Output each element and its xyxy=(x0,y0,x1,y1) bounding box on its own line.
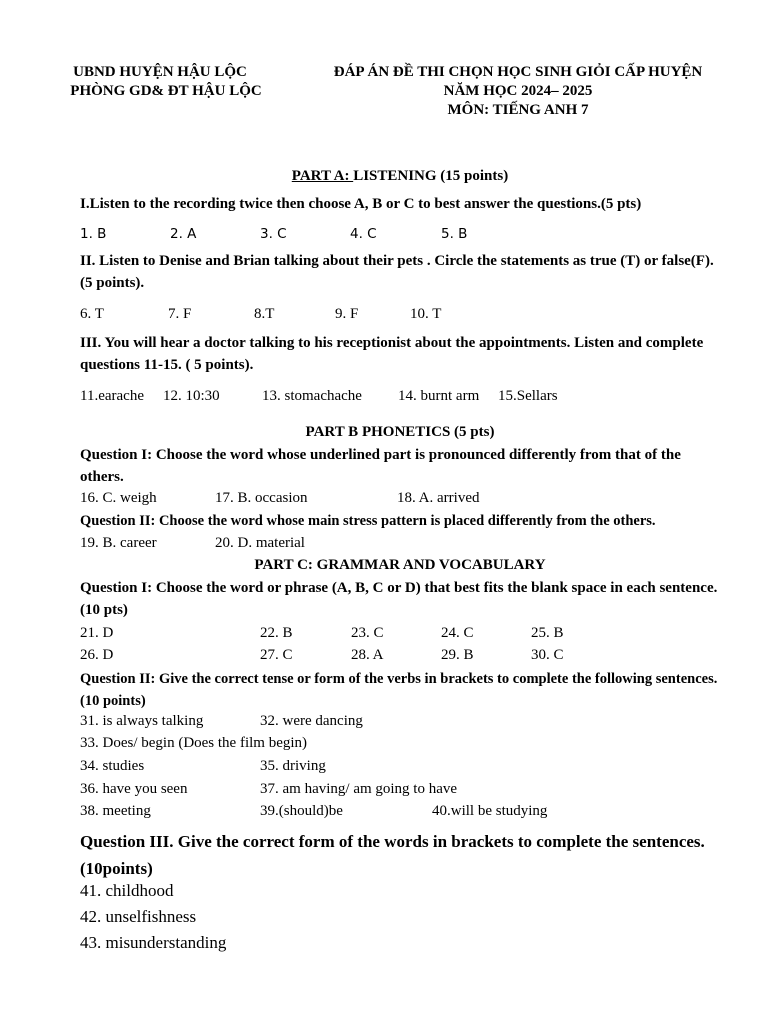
part-b-q2-title: Question II: Choose the word whose main stress pattern is placed differently from the others. xyxy=(80,513,656,529)
answer-20: 20. D. material xyxy=(215,535,305,551)
answer-29: 29. B xyxy=(441,647,474,663)
answer-35: 35. driving xyxy=(260,758,326,774)
part-a-q2-title: II. Listen to Denise and Brian talking about their pets . Circle the statements as true (T) or false(F). (5 points). xyxy=(80,253,714,291)
answer-2: 2. A xyxy=(170,226,197,242)
answer-11: 11.earache xyxy=(80,388,144,404)
part-a-title xyxy=(80,168,720,185)
answer-26: 26. D xyxy=(80,647,114,663)
answer-1: 1. B xyxy=(80,226,107,242)
answer-36: 36. have you seen xyxy=(80,781,188,797)
part-a-q1-title: I.Listen to the recording twice then choose A, B or C to best answer the questions.(5 pts) xyxy=(80,196,642,212)
answer-31: 31. is always talking xyxy=(80,713,204,729)
answer-19: 19. B. career xyxy=(80,535,157,551)
part-a-title-rest: LISTENING (15 points) xyxy=(353,168,509,184)
part-a-q3-title: III. You will hear a doctor talking to his receptionist about the appointments. Listen and complete questions 11-15. ( 5 points). xyxy=(80,335,704,373)
answer-27: 27. C xyxy=(260,647,293,663)
answer-39: 39.(should)be xyxy=(260,803,343,819)
header-left-line1: UBND HUYỆN HẬU LỘC xyxy=(73,64,247,80)
answer-18: 18. A. arrived xyxy=(397,490,480,506)
header-right-line1: ĐÁP ÁN ĐỀ THI CHỌN HỌC SINH GIỎI CẤP HUYỆN xyxy=(333,64,703,80)
answer-3: 3. C xyxy=(260,226,287,242)
header-right-line2: NĂM HỌC 2024– 2025 xyxy=(443,83,593,99)
answer-12: 12. 10:30 xyxy=(163,388,220,404)
answer-30: 30. C xyxy=(531,647,564,663)
answer-16: 16. C. weigh xyxy=(80,490,157,506)
part-c-title: PART C: GRAMMAR AND VOCABULARY xyxy=(254,557,546,573)
answer-33: 33. Does/ begin (Does the film begin) xyxy=(80,735,308,751)
answer-42: 42. unselfishness xyxy=(80,907,197,926)
answer-21: 21. D xyxy=(80,625,114,641)
answer-17: 17. B. occasion xyxy=(215,490,308,506)
part-b-q1-title: Question I: Choose the word whose underlined part is pronounced differently from that of the others. xyxy=(80,447,681,485)
answer-38: 38. meeting xyxy=(80,803,151,819)
answer-15: 15.Sellars xyxy=(498,388,558,404)
answer-5: 5. B xyxy=(441,226,468,242)
answer-28: 28. A xyxy=(351,647,384,663)
answer-24: 24. C xyxy=(441,625,474,641)
answer-40: 40.will be studying xyxy=(432,803,548,819)
answer-34: 34. studies xyxy=(80,758,145,774)
answer-41: 41. childhood xyxy=(80,881,174,900)
answer-9: 9. F xyxy=(335,306,359,322)
answer-37: 37. am having/ am going to have xyxy=(260,781,458,797)
answer-32: 32. were dancing xyxy=(260,713,363,729)
part-b-title: PART B PHONETICS (5 pts) xyxy=(305,424,495,440)
answer-13: 13. stomachache xyxy=(262,388,362,404)
answer-4: 4. C xyxy=(350,226,377,242)
answer-8: 8.T xyxy=(254,306,275,322)
header-left-line2: PHÒNG GD& ĐT HẬU LỘC xyxy=(70,83,262,99)
answer-6: 6. T xyxy=(80,306,104,322)
answer-22: 22. B xyxy=(260,625,293,641)
answer-43: 43. misunderstanding xyxy=(80,933,227,952)
part-c-q3-title: Question III. Give the correct form of the words in brackets to complete the sentences.(10points) xyxy=(80,832,705,878)
answer-25: 25. B xyxy=(531,625,564,641)
answer-7: 7. F xyxy=(168,306,192,322)
part-c-q2-title: Question II: Give the correct tense or form of the verbs in brackets to complete the following sentences. (10 points) xyxy=(80,671,718,709)
part-a-title-prefix: PART A: xyxy=(291,168,354,184)
answer-14: 14. burnt arm xyxy=(398,388,480,404)
part-c-q1-title: Question I: Choose the word or phrase (A, B, C or D) that best fits the blank space in each sentence. (10 pts) xyxy=(80,580,718,618)
answer-10: 10. T xyxy=(410,306,442,322)
answer-23: 23. C xyxy=(351,625,384,641)
header-right-line3: MÔN: TIẾNG ANH 7 xyxy=(447,102,589,118)
